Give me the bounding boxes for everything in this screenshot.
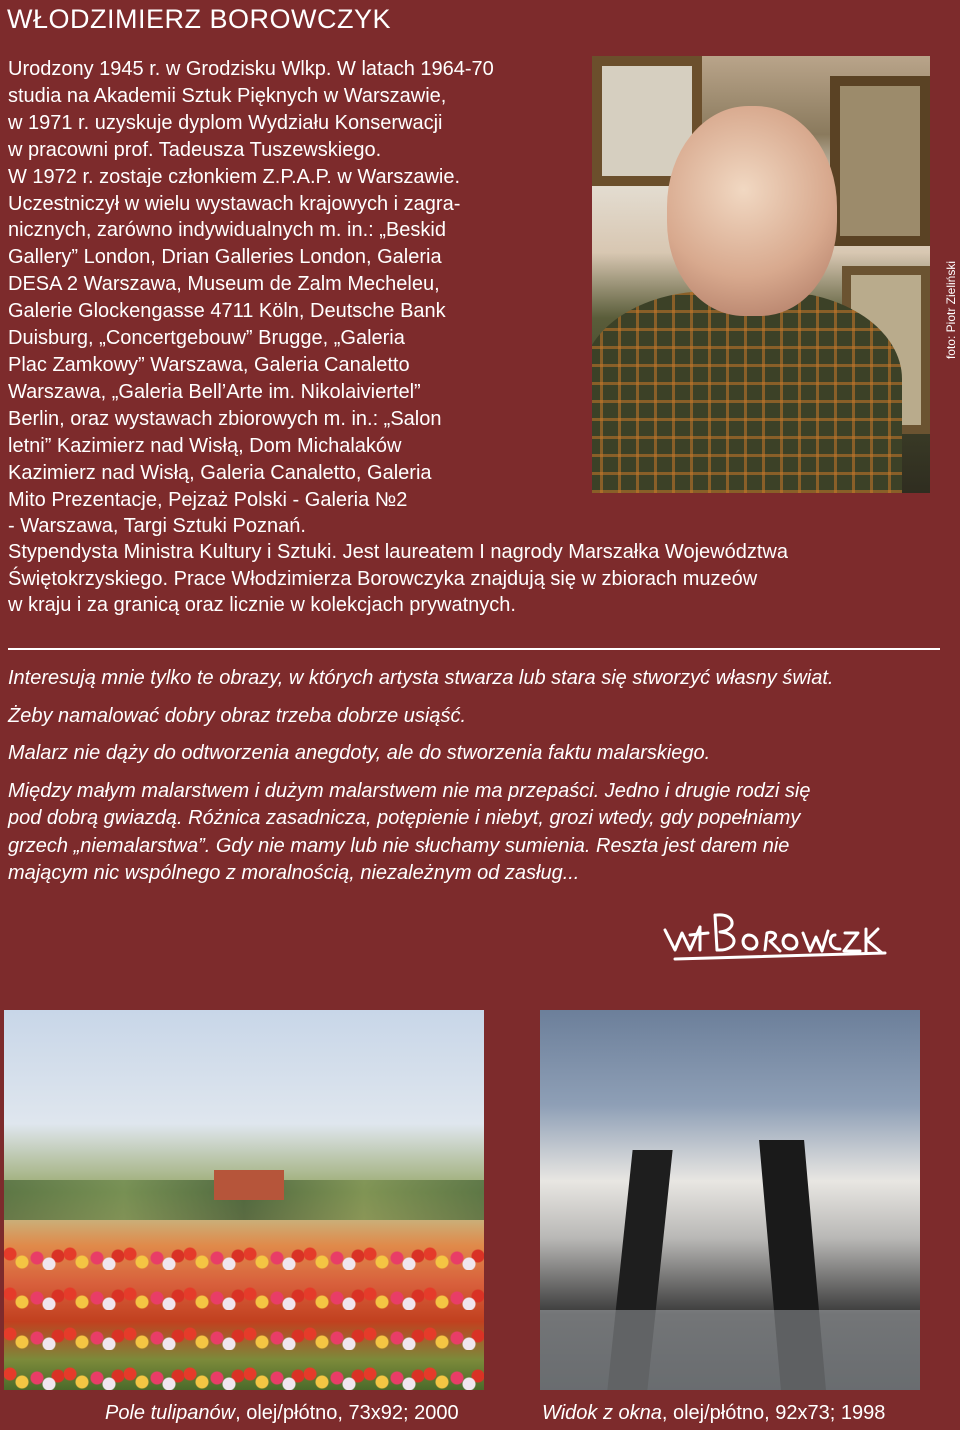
biography-bottom [8,539,940,619]
bio-line: Urodzony 1945 r. w Grodzisku Wlkp. W latach 1964-70 [8,58,494,80]
artist-quotes [8,665,940,898]
bio-line: studia na Akademii Sztuk Pięknych w Warszawie, [8,84,447,107]
painted-tulips [4,1230,484,1390]
artist-portrait-photo [592,56,930,493]
bio-line: Berlin, oraz wystawach zbiorowych m. in.: „Salon [8,407,442,430]
painting-window-view [540,1010,920,1390]
painting-title: Pole tulipanów [105,1402,236,1424]
plaid-shirt [592,291,902,493]
bio-line: w pracowni prof. Tadeusza Tuszewskiego. [8,138,382,161]
quote-line: pod dobrą gwiazdą. Różnica zasadnicza, potępienie i niebyt, grozi wtedy, gdy popełniamy [8,807,801,829]
painting-title: Widok z okna [542,1402,662,1424]
bio-line: Gallery” London, Drian Galleries London, Galeria [8,246,442,269]
quote: Malarz nie dąży do odtworzenia anegdoty, ale do stworzenia faktu malarskiego. [8,742,711,764]
quote-line: Między małym malarstwem i dużym malarstwem nie ma przepaści. Jedno i drugie rodzi się [8,779,811,802]
artist-signature [660,895,890,975]
bio-line: Galerie Glockengasse 4711 Köln, Deutsche Bank [8,300,446,323]
photo-credit: foto: Piotr Zieliński [944,260,958,360]
quote: Interesują mnie tylko te obrazy, w których artysta stwarza lub stara się stworzyć własny świat. [8,667,834,689]
bio-line: letni” Kazimierz nad Wisłą, Dom Michalaków [8,434,402,457]
bio-line: - Warszawa, Targi Sztuki Poznań. [8,515,306,538]
bio-line: Duisburg, „Concertgebouw” Brugge, „Galeria [8,327,405,350]
quote [8,778,940,888]
bio-line: W 1972 r. zostaje członkiem Z.P.A.P. w Warszawie. [8,165,461,188]
bio-line: Uczestniczył w wielu wystawach krajowych i zagra- [8,192,461,215]
divider-rule [8,648,940,650]
quote-line: mającym nic wspólnego z moralnością, niezależnym od zasług... [8,862,580,884]
bio-line: Warszawa, „Galeria Bell’Arte im. Nikolaiviertel” [8,380,421,403]
painting-details: , olej/płótno, 73x92; 2000 [235,1402,459,1424]
bio-line: Kazimierz nad Wisłą, Galeria Canaletto, Galeria [8,461,432,484]
quote-line: grzech „niemalarstwa”. Gdy nie mamy lub nie słuchamy sumienia. Reszta jest darem nie [8,834,790,857]
artist-name: WŁODZIMIERZ BOROWCZYK [7,4,391,34]
bio-line: w kraju i za granicą oraz licznie w kolekcjach prywatnych. [8,594,516,616]
painting-details: , olej/płótno, 92x73; 1998 [661,1402,886,1424]
artist-head [667,106,837,316]
quote: Żeby namalować dobry obraz trzeba dobrze usiąść. [8,704,467,727]
bio-line: DESA 2 Warszawa, Museum de Zalm Mecheleu, [8,273,440,296]
bio-line: w 1971 r. uzyskuje dyplom Wydziału Konserwacji [8,111,443,134]
painted-snow [540,1310,920,1390]
painting-caption-left [105,1402,459,1425]
painting-caption-right [542,1402,885,1425]
bio-line: Mito Prezentacje, Pejzaż Polski - Galeria №2 [8,488,408,511]
bio-line: Stypendysta Ministra Kultury i Sztuki. Jest laureatem I nagrody Marszałka Województwa [8,541,788,563]
bio-line: Świętokrzyskiego. Prace Włodzimierza Borowczyka znajdują się w zbiorach muzeów [8,567,758,590]
bio-line: Plac Zamkowy” Warszawa, Galeria Canaletto [8,353,410,376]
painted-house [214,1170,284,1200]
painting-tulip-field [4,1010,484,1390]
biography-top [8,56,548,540]
bio-line: nicznych, zarówno indywidualnych m. in.: „Beskid [8,219,446,242]
background-picture-frame [830,76,930,246]
